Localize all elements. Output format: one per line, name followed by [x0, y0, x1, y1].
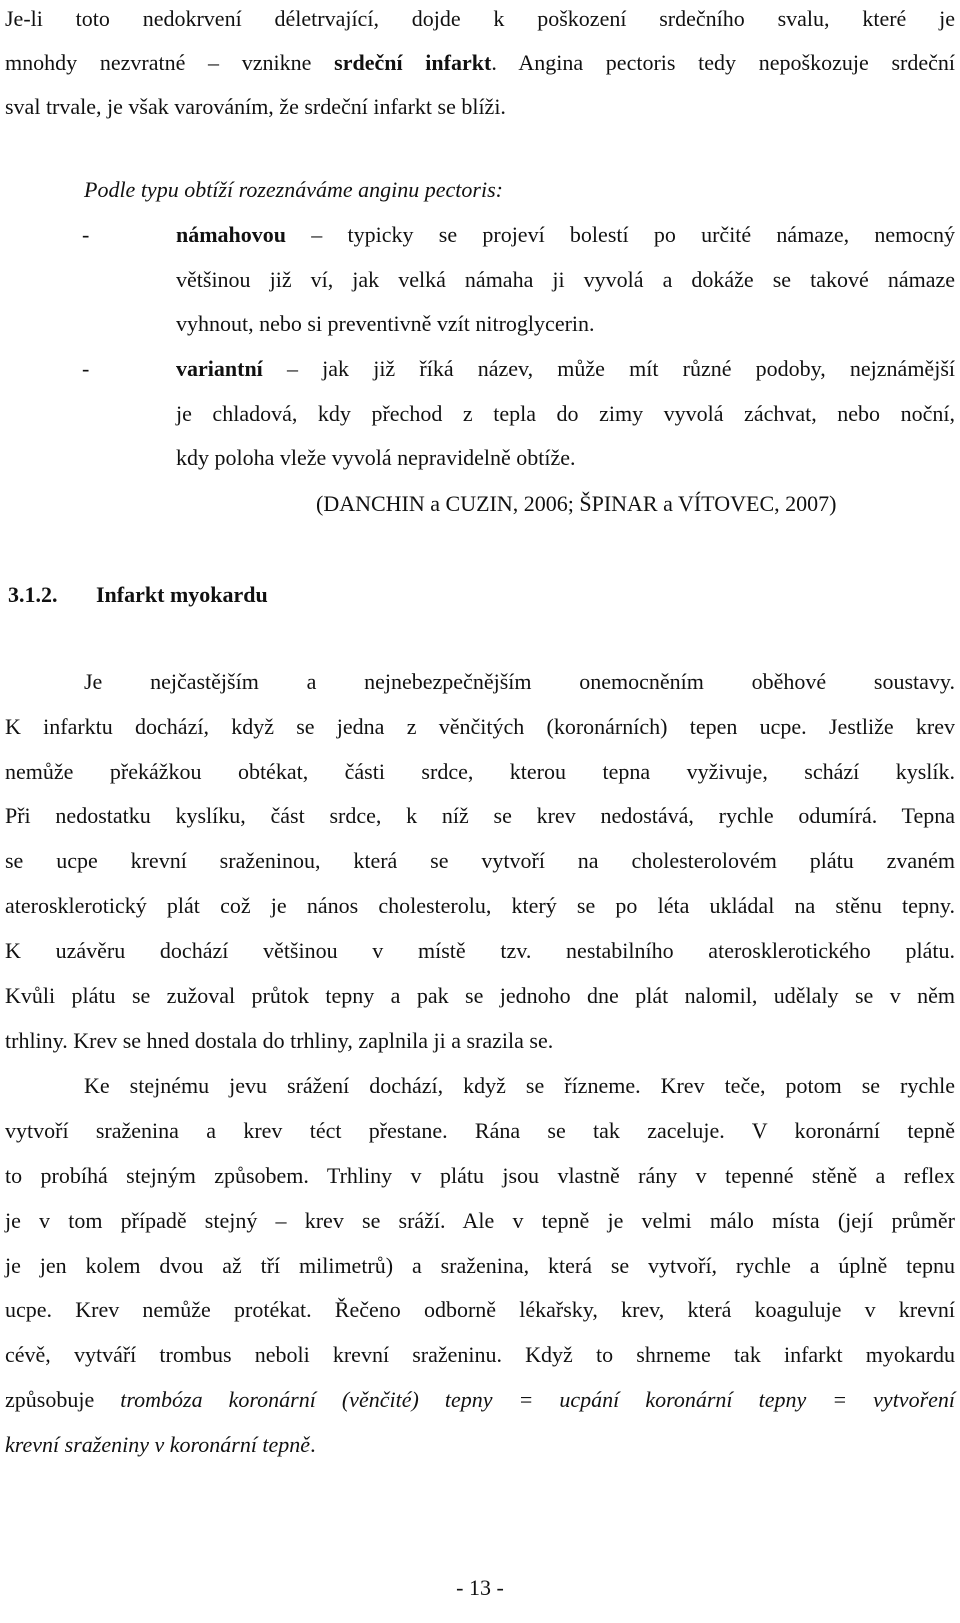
list-dash-2: -: [82, 356, 90, 381]
para2-line-6: [5, 1295, 955, 1325]
para1-text-3: nemůže překážkou obtékat, části srdce, kterou tepna vyživuje, schází kyslík.: [5, 759, 955, 784]
intro-text-2c: . Angina pectoris tedy nepoškozuje srdeční: [491, 50, 955, 75]
para1-text-1: Je nejčastějším a nejnebezpečnějším onemocněním oběhové soustavy.: [84, 669, 955, 694]
list-item-2-line-1: [176, 354, 955, 384]
list-item-1-line-2: [176, 265, 955, 295]
para2-text-2: vytvoří sraženina a krev téct přestane. Rána se tak zaceluje. V koronární tepně: [5, 1118, 955, 1143]
para2-text-9-italic: krevní sraženiny v koronární tepně: [5, 1432, 311, 1457]
para1-text-7: K uzávěru dochází většinou v místě tzv. nestabilního aterosklerotického plátu.: [5, 938, 955, 963]
types-intro-text: Podle typu obtíží rozeznáváme anginu pectoris:: [84, 177, 503, 202]
intro-line-1: [5, 4, 955, 34]
para1-line-6: [5, 891, 955, 921]
para1-text-4: Při nedostatku kyslíku, část srdce, k níž se krev nedostává, rychle odumírá. Tepna: [5, 803, 955, 828]
para2-line-8: [5, 1385, 955, 1415]
para2-line-1: [84, 1071, 955, 1101]
para2-line-3: [5, 1161, 955, 1191]
list-item-2-text-1: – jak již říká název, může mít různé podoby, nejznámější: [262, 356, 955, 381]
list-item-2-term: variantní: [176, 356, 263, 381]
list-item-1-text-3: vyhnout, nebo si preventivně vzít nitroglycerin.: [176, 311, 595, 336]
intro-line-3: [5, 92, 955, 122]
list-item-1-text-2: většinou již ví, jak velká námaha ji vyvolá a dokáže se takové námaze: [176, 267, 955, 292]
para1-line-7: [5, 936, 955, 966]
para2-line-7: [5, 1340, 955, 1370]
para2-line-9: [5, 1430, 955, 1460]
para2-text-1: Ke stejnému jevu srážení dochází, když se řízneme. Krev teče, potom se rychle: [84, 1073, 955, 1098]
para1-line-8: [5, 981, 955, 1011]
para2-text-4: je v tom případě stejný – krev se sráží. Ale v tepně je velmi málo místa (její průměr: [5, 1208, 955, 1233]
intro-term-infarct: srdeční infarkt: [334, 50, 492, 75]
list-item-2-text-2: je chladová, kdy přechod z tepla do zimy vyvolá záchvat, nebo noční,: [176, 401, 955, 426]
para1-text-6: aterosklerotický plát což je nános cholesterolu, který se po léta ukládal na stěnu tepny.: [5, 893, 955, 918]
para2-text-5: je jen kolem dvou až tří milimetrů) a sraženina, která se vytvoří, rychle a úplně tepnu: [5, 1253, 955, 1278]
para2-text-8b-italic: trombóza koronární (věnčité) tepny = ucpání koronární tepny = vytvoření: [120, 1387, 956, 1412]
para1-line-1: [84, 667, 955, 697]
section-number: 3.1.2.: [8, 582, 58, 607]
citation: (DANCHIN a CUZIN, 2006; ŠPINAR a VÍTOVEC, 2007): [316, 491, 837, 516]
intro-text-3: sval trvale, je však varováním, že srdeční infarkt se blíži.: [5, 94, 506, 119]
list-dash-1: -: [82, 222, 90, 247]
list-item-2-line-3: [176, 443, 955, 473]
para2-line-4: [5, 1206, 955, 1236]
para2-text-9-end: .: [310, 1432, 316, 1457]
para1-line-9: [5, 1026, 955, 1056]
list-item-1-line-1: [176, 220, 955, 250]
para2-text-8a: způsobuje: [5, 1387, 121, 1412]
list-item-1-text-1: – typicky se projeví bolestí po určité námaze, nemocný: [286, 222, 955, 247]
list-item-2-text-3: kdy poloha vleže vyvolá nepravidelně obtíže.: [176, 445, 576, 470]
para1-line-4: [5, 801, 955, 831]
list-item-2-line-2: [176, 399, 955, 429]
para2-text-7: cévě, vytváří trombus neboli krevní sraženinu. Když to shrneme tak infarkt myokardu: [5, 1342, 955, 1367]
para1-text-2: K infarktu dochází, když se jedna z věnčitých (koronárních) tepen ucpe. Jestliže krev: [5, 714, 955, 739]
para2-text-3: to probíhá stejným způsobem. Trhliny v plátu jsou vlastně rány v tepenné stěně a reflex: [5, 1163, 955, 1188]
list-item-1-term: námahovou: [176, 222, 287, 247]
para2-line-2: [5, 1116, 955, 1146]
para2-line-5: [5, 1251, 955, 1281]
para1-line-2: [5, 712, 955, 742]
section-title: Infarkt myokardu: [96, 582, 268, 607]
intro-text-1: Je-li toto nedokrvení déletrvající, dojde k poškození srdečního svalu, které je: [5, 6, 955, 31]
types-intro: [84, 175, 955, 205]
page-number: - 13 -: [456, 1575, 504, 1600]
list-item-1-line-3: [176, 309, 955, 339]
para1-text-9: trhliny. Krev se hned dostala do trhliny, zaplnila ji a srazila se.: [5, 1028, 554, 1053]
intro-text-2a: mnohdy nezvratné – vznikne: [5, 50, 335, 75]
para1-text-5: se ucpe krevní sraženinou, která se vytvoří na cholesterolovém plátu zvaném: [5, 848, 955, 873]
para1-line-5: [5, 846, 955, 876]
intro-line-2: [5, 48, 955, 78]
para2-text-6: ucpe. Krev nemůže protékat. Řečeno odborně lékařsky, krev, která koaguluje v krevní: [5, 1297, 955, 1322]
para1-text-8: Kvůli plátu se zužoval průtok tepny a pak se jednoho dne plát nalomil, udělaly se v něm: [5, 983, 955, 1008]
para1-line-3: [5, 757, 955, 787]
